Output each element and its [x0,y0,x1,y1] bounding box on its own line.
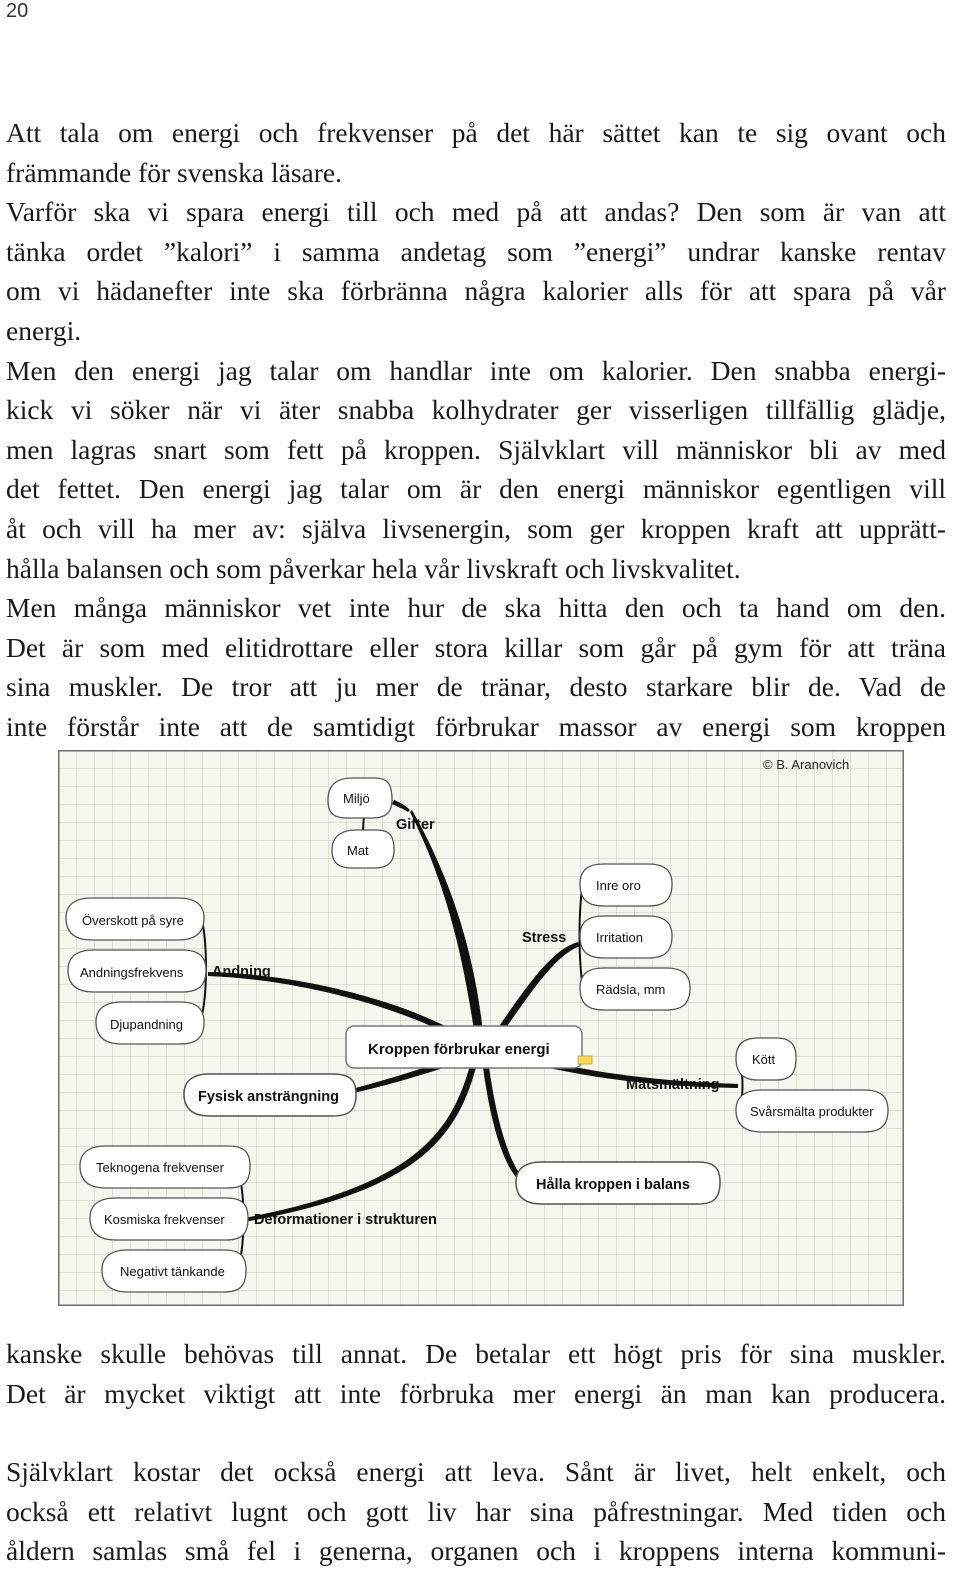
leaf-label-kott: Kött [752,1052,776,1067]
branch-label-fysisk: Fysisk ansträngning [198,1089,340,1105]
body-text-line: kick vi söker när vi äter snabba kolhydrater ger visserligen tillfällig glädje, [6,394,946,426]
body-text-line: också ett relativt lugnt och gott liv har sina påfrestningar. Med tiden och [6,1495,946,1527]
body-text-line: det fettet. Den energi jag talar om är den energi människor egentligen vill [6,473,946,505]
body-text-line: Varför ska vi spara energi till och med på att andas? Den som är van att [6,196,946,228]
body-text-block-2 [6,1334,946,1413]
leaf-label-miljo: Miljö [343,791,370,806]
mindmap-figure [58,750,904,1306]
branch-label-stress: Stress [522,930,567,946]
body-text-line: Det är mycket viktigt att inte förbruka mer energi än man kan producera. [6,1377,946,1409]
leaf-label-overskott: Överskott på syre [82,913,184,928]
note-icon [578,1056,592,1064]
branch-label-gifter: Gifter [396,817,435,833]
branch-label-andning: Andning [212,964,271,980]
leaf-label-radsla: Rädsla, mm [596,982,666,997]
body-text-line: kanske skulle behövas till annat. De betalar ett högt pris för sina muskler. [6,1338,946,1369]
body-text-line: Självklart kostar det också energi att leva. Sånt är livet, helt enkelt, och [6,1456,946,1487]
body-text-line: tänka ordet ”kalori” i samma andetag som ”energi” undrar kanske rentav [6,235,946,267]
leaf-label-djupandning: Djupandning [110,1017,184,1032]
body-text-line: åldern samlas små fel i generna, organen och i kroppens interna kommuni- [6,1535,946,1567]
body-text-line: åt och vill ha mer av: själva livsenergin, som ger kroppen kraft att upprätt- [6,512,946,544]
body-text-line: Det är som med elitidrottare eller stora killar som går på gym för att träna [6,631,946,663]
leaf-label-inre-oro: Inre oro [596,878,641,893]
copyright-label: © B. Aranovich [763,757,850,772]
body-text-line: främmande för svenska läsare. [6,156,342,188]
body-text-line: energi. [6,314,82,346]
body-text-line: inte förstår inte att de samtidigt förbrukar massor av energi som kroppen [6,710,946,742]
branch-label-deformationer: Deformationer i strukturen [254,1212,437,1228]
leaf-label-andningsfrekvens: Andningsfrekvens [80,965,184,980]
center-node-label: Kroppen förbrukar energi [368,1041,550,1058]
body-text-line: Men den energi jag talar om handlar inte om kalorier. Den snabba energi- [6,354,946,386]
page-number: 20 [6,0,29,22]
body-text-line: om vi hädanefter inte ska förbränna några kalorier alls för att spara på vår [6,275,946,307]
leaf-label-teknogena: Teknogena frekvenser [96,1160,224,1175]
leaf-label-irritation: Irritation [596,930,643,945]
leaf-label-svarsmalta: Svårsmälta produkter [750,1104,874,1119]
leaf-label-kosmiska: Kosmiska frekvenser [104,1212,225,1227]
body-text-line: men lagras snart som fett på kroppen. Självklart vill människor bli av med [6,433,946,465]
body-text-line: hålla balansen och som påverkar hela vår livskraft och livskvalitet. [6,552,741,584]
body-text-block-3 [6,1452,946,1571]
body-text-line: Att tala om energi och frekvenser på det här sättet kan te sig ovant och [6,117,946,148]
body-text-block-1 [6,113,946,747]
body-text-line: Men många människor vet inte hur de ska hitta den och ta hand om den. [6,592,946,624]
body-text-line: sina muskler. De tror att ju mer de tränar, desto starkare blir de. Vad de [6,671,946,703]
leaf-label-mat: Mat [347,843,369,858]
branch-label-halla: Hålla kroppen i balans [536,1177,690,1193]
branch-label-matsmaltning: Matsmältning [626,1077,720,1093]
leaf-label-negativt: Negativt tänkande [120,1264,225,1279]
